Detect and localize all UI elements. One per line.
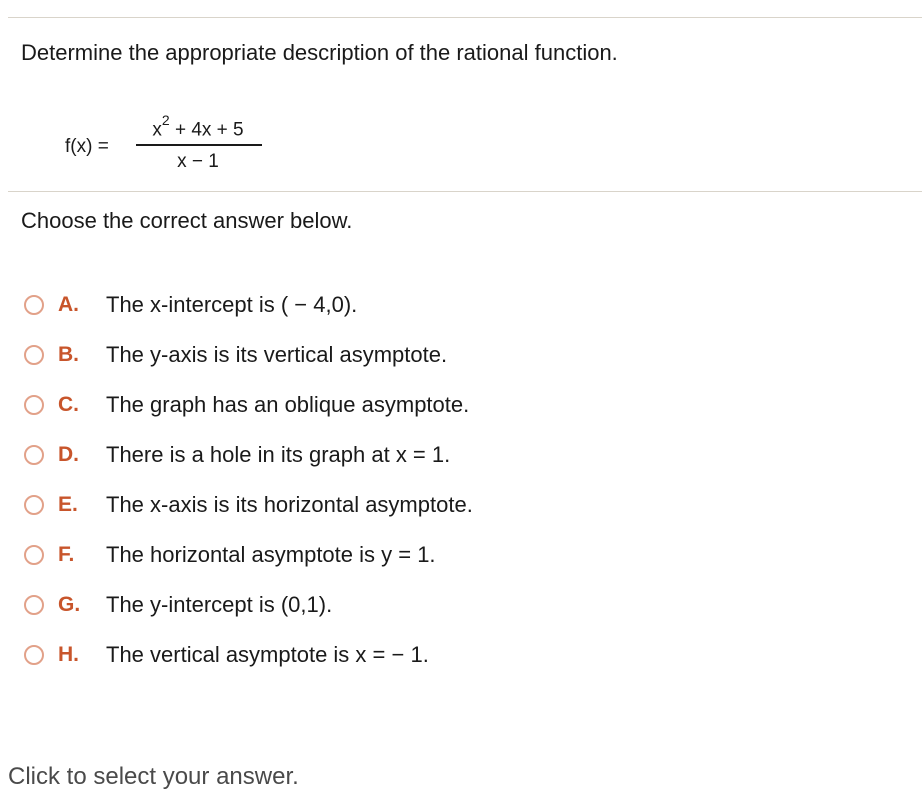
top-divider <box>8 17 922 18</box>
equation-numerator <box>135 112 261 141</box>
radio-button[interactable] <box>24 345 44 365</box>
fraction-bar <box>136 144 262 146</box>
option-letter: H. <box>58 643 79 666</box>
option-letter: A. <box>58 293 79 316</box>
radio-button[interactable] <box>24 445 44 465</box>
option-text[interactable]: The x-axis is its horizontal asymptote. <box>106 492 473 517</box>
option-f[interactable] <box>24 530 473 580</box>
numerator-rest: + 4x + 5 <box>169 119 244 141</box>
equation-lhs: f(x) = <box>65 136 109 157</box>
answer-options <box>24 280 473 680</box>
numerator-exponent: 2 <box>161 112 170 128</box>
option-b[interactable] <box>24 330 473 380</box>
question-instruction: Determine the appropriate description of the rational function. <box>21 40 618 65</box>
option-g[interactable] <box>24 580 473 630</box>
option-letter: D. <box>58 443 79 466</box>
option-text[interactable]: The x-intercept is ( − 4,0). <box>106 292 358 317</box>
answer-prompt: Choose the correct answer below. <box>21 208 353 233</box>
option-letter: E. <box>58 493 78 516</box>
option-h[interactable] <box>24 630 473 680</box>
option-c[interactable] <box>24 380 473 430</box>
option-text[interactable]: There is a hole in its graph at x = 1. <box>106 442 451 467</box>
section-divider <box>8 191 922 192</box>
option-letter: G. <box>58 593 81 616</box>
option-letter: C. <box>58 393 79 416</box>
numerator-base: x <box>152 119 162 141</box>
radio-button[interactable] <box>24 595 44 615</box>
option-text[interactable]: The y-intercept is (0,1). <box>106 592 333 617</box>
radio-button[interactable] <box>24 645 44 665</box>
radio-button[interactable] <box>24 495 44 515</box>
radio-button[interactable] <box>24 395 44 415</box>
option-letter: F. <box>58 543 75 566</box>
radio-button[interactable] <box>24 295 44 315</box>
radio-button[interactable] <box>24 545 44 565</box>
rational-function-equation <box>65 104 275 184</box>
option-text[interactable]: The y-axis is its vertical asymptote. <box>106 342 448 367</box>
equation-denominator: x − 1 <box>177 151 219 172</box>
option-text[interactable]: The vertical asymptote is x = − 1. <box>106 642 429 667</box>
option-text[interactable]: The graph has an oblique asymptote. <box>106 392 470 417</box>
option-d[interactable] <box>24 430 473 480</box>
option-e[interactable] <box>24 480 473 530</box>
status-hint: Click to select your answer. <box>8 763 299 790</box>
option-letter: B. <box>58 343 79 366</box>
option-text[interactable]: The horizontal asymptote is y = 1. <box>106 542 436 567</box>
option-a[interactable] <box>24 280 473 330</box>
